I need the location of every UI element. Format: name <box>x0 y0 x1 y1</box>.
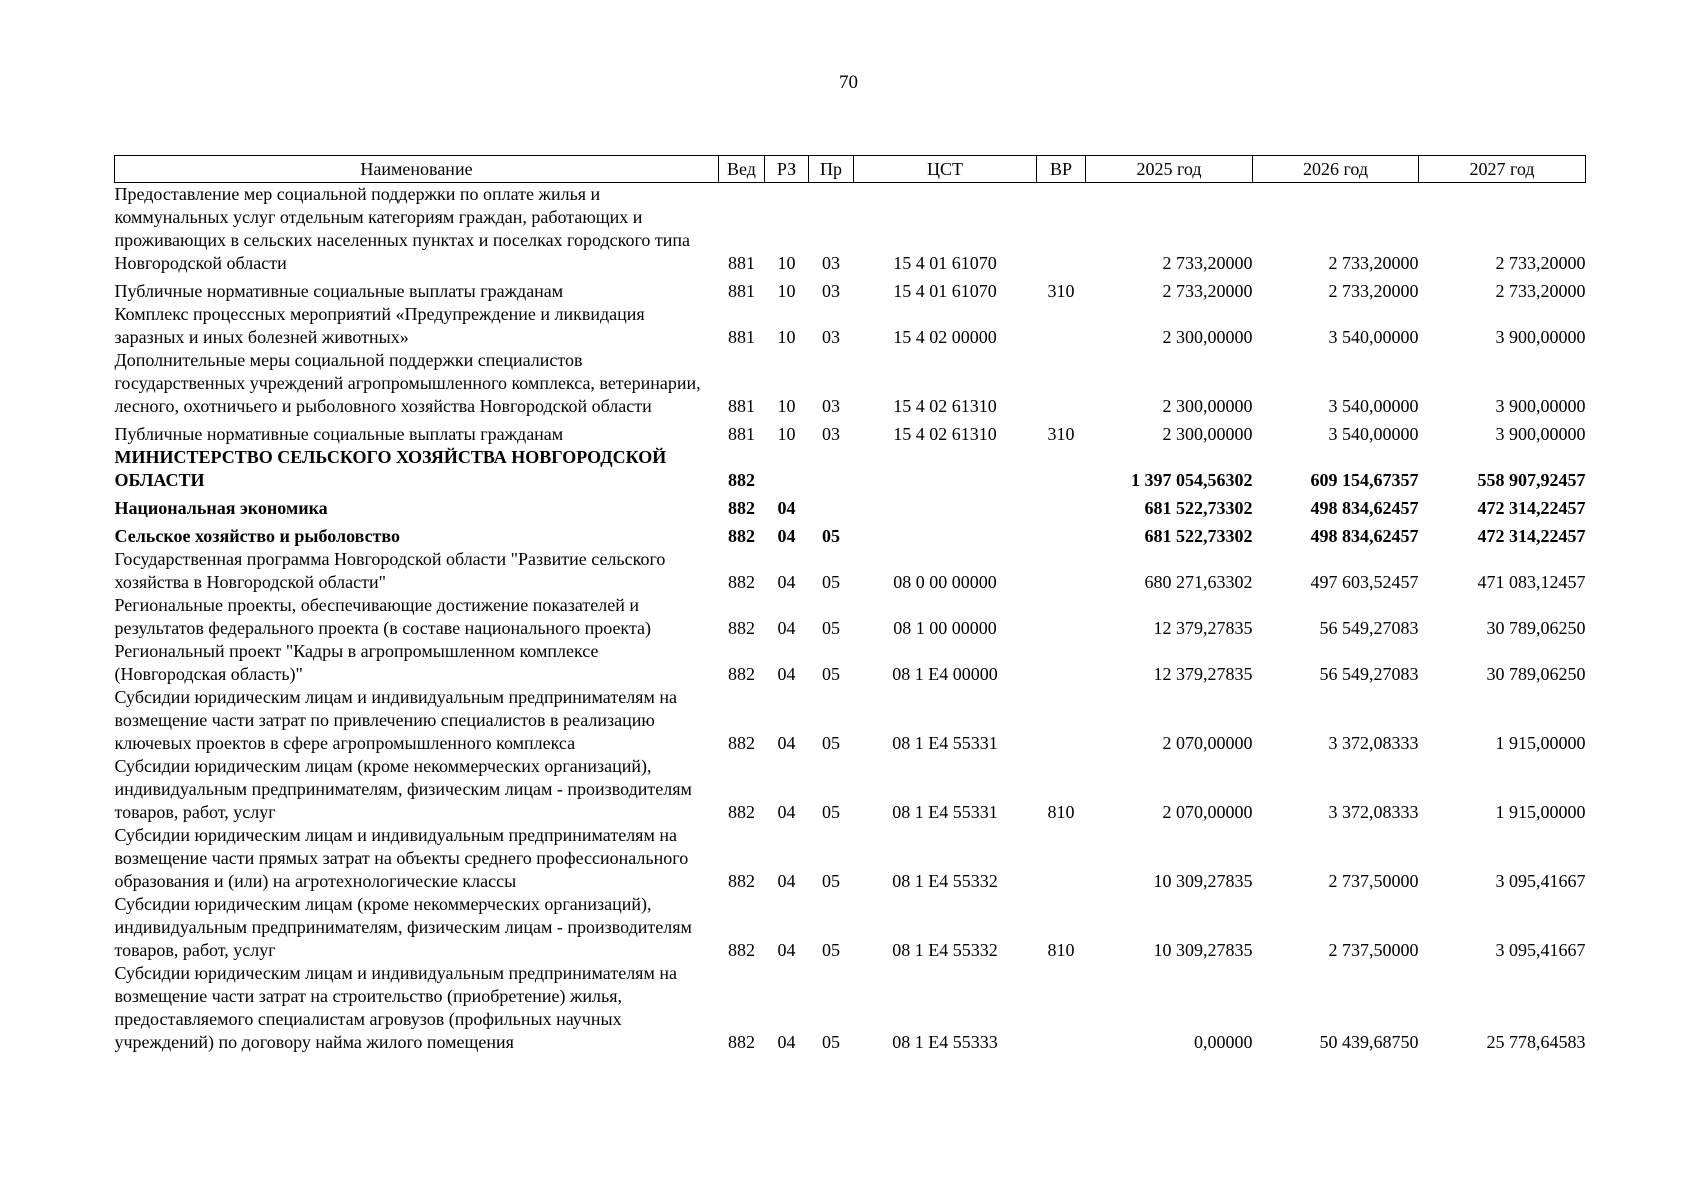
row-name: Субсидии юридическим лицам (кроме некоммерческих организаций), индивидуальным предпринимателям, физическим лицам - производителям товаров, работ, услуг <box>114 756 692 822</box>
row-vr <box>1037 686 1086 755</box>
row-2026: 3 540,00000 <box>1328 396 1419 416</box>
header-rz: РЗ <box>765 156 809 183</box>
row-name: Региональные проекты, обеспечивающие достижение показателей и результатов федерального проекта (в составе национального проекта) <box>114 595 652 638</box>
table-row <box>115 183 1586 276</box>
row-rz: 10 <box>777 396 796 416</box>
header-pr: Пр <box>809 156 854 183</box>
row-rz: 04 <box>777 498 796 518</box>
row-cst: 15 4 01 61070 <box>893 281 997 301</box>
header-2025: 2025 год <box>1086 156 1253 183</box>
row-rz: 04 <box>777 733 796 753</box>
row-2026: 2 733,20000 <box>1328 281 1419 301</box>
row-cst: 08 1 Е4 55331 <box>892 802 998 822</box>
table-row <box>115 303 1586 349</box>
row-name: Государственная программа Новгородской области "Развитие сельского хозяйства в Новгородской области" <box>114 549 666 592</box>
row-ved: 882 <box>728 498 755 518</box>
header-vr: ВР <box>1037 156 1086 183</box>
row-2026: 497 603,52457 <box>1310 572 1419 592</box>
row-2026: 56 549,27083 <box>1319 664 1419 684</box>
row-rz: 04 <box>777 1032 796 1052</box>
row-name: Субсидии юридическим лицам и индивидуальным предпринимателям на возмещение части затрат на строительство (приобретение) жилья, предоставляемого специалистам агровузов (профильных научных учреждений) по договору найма жилого помещения <box>114 963 677 1052</box>
row-rz: 04 <box>777 618 796 638</box>
row-name: Национальная экономика <box>114 498 328 518</box>
table-row <box>115 824 1586 893</box>
table-row <box>115 349 1586 418</box>
row-name: Региональный проект "Кадры в агропромышленном комплексе (Новгородская область)" <box>114 641 599 684</box>
row-2026: 498 834,62457 <box>1310 526 1419 546</box>
row-name: Комплекс процессных мероприятий «Предупреждение и ликвидация заразных и иных болезней животных» <box>114 304 645 347</box>
row-2025: 2 070,00000 <box>1162 802 1253 822</box>
header-2026: 2026 год <box>1253 156 1419 183</box>
row-ved: 882 <box>728 871 755 891</box>
row-ved: 881 <box>728 253 755 273</box>
row-name: Субсидии юридическим лицам и индивидуальным предпринимателям на возмещение части прямых затрат на объекты среднего профессионального образования и (или) на агротехнологические классы <box>114 825 689 891</box>
row-vr <box>1037 492 1086 520</box>
row-vr <box>1037 962 1086 1054</box>
row-2027: 3 095,41667 <box>1495 871 1586 891</box>
row-vr <box>1037 446 1086 492</box>
row-vr: 310 <box>1047 281 1075 301</box>
row-rz: 10 <box>777 281 796 301</box>
table-row <box>115 418 1586 446</box>
row-cst: 15 4 02 00000 <box>893 327 997 347</box>
row-2027: 472 314,22457 <box>1477 526 1586 546</box>
row-rz <box>765 446 809 492</box>
row-2027: 1 915,00000 <box>1495 733 1586 753</box>
row-2027: 3 900,00000 <box>1495 424 1586 444</box>
table-row <box>115 548 1586 594</box>
row-vr <box>1037 303 1086 349</box>
row-2025: 2 733,20000 <box>1162 281 1253 301</box>
row-ved: 882 <box>728 940 755 960</box>
row-vr <box>1037 183 1086 276</box>
row-vr <box>1037 824 1086 893</box>
table-row <box>115 686 1586 755</box>
row-2026: 2 737,50000 <box>1328 871 1419 891</box>
row-pr: 05 <box>822 871 840 891</box>
row-cst: 08 1 Е4 55332 <box>892 940 998 960</box>
row-ved: 882 <box>728 526 755 546</box>
row-2027: 3 900,00000 <box>1495 396 1586 416</box>
row-2026: 3 540,00000 <box>1328 424 1419 444</box>
row-name: Субсидии юридическим лицам (кроме некоммерческих организаций), индивидуальным предпринимателям, физическим лицам - производителям товаров, работ, услуг <box>114 894 692 960</box>
row-cst: 08 0 00 00000 <box>893 572 997 592</box>
row-2026: 3 540,00000 <box>1328 327 1419 347</box>
row-2025: 0,00000 <box>1194 1032 1253 1052</box>
row-vr <box>1037 520 1086 548</box>
row-name: Публичные нормативные социальные выплаты гражданам <box>114 424 564 444</box>
row-name: Субсидии юридическим лицам и индивидуальным предпринимателям на возмещение части затрат по привлечению специалистов в реализацию ключевых проектов в сфере агропромышленного комплекса <box>114 687 677 753</box>
row-vr <box>1037 594 1086 640</box>
row-pr: 05 <box>822 526 840 546</box>
row-cst: 08 1 Е4 00000 <box>892 664 998 684</box>
table-header-row <box>115 156 1586 183</box>
header-cst: ЦСТ <box>854 156 1037 183</box>
row-cst: 08 1 00 00000 <box>893 618 997 638</box>
row-2025: 681 522,73302 <box>1144 498 1253 518</box>
row-cst: 08 1 Е4 55332 <box>892 871 998 891</box>
row-2026: 50 439,68750 <box>1319 1032 1419 1052</box>
row-ved: 882 <box>728 733 755 753</box>
row-2026: 2 737,50000 <box>1328 940 1419 960</box>
row-pr: 05 <box>822 940 840 960</box>
row-2025: 2 070,00000 <box>1162 733 1253 753</box>
row-2027: 25 778,64583 <box>1486 1032 1586 1052</box>
row-ved: 881 <box>728 281 755 301</box>
row-2026: 498 834,62457 <box>1310 498 1419 518</box>
table-row <box>115 492 1586 520</box>
header-2027: 2027 год <box>1419 156 1586 183</box>
row-2025: 681 522,73302 <box>1144 526 1253 546</box>
row-pr: 03 <box>822 253 840 273</box>
row-2026: 2 733,20000 <box>1328 253 1419 273</box>
row-rz: 10 <box>777 327 796 347</box>
table-row <box>115 893 1586 962</box>
row-vr: 810 <box>1047 802 1075 822</box>
table-row <box>115 446 1586 492</box>
row-rz: 04 <box>777 664 796 684</box>
row-2025: 1 397 054,56302 <box>1131 470 1253 490</box>
row-2025: 2 300,00000 <box>1162 424 1253 444</box>
row-2025: 2 733,20000 <box>1162 253 1253 273</box>
row-ved: 882 <box>728 802 755 822</box>
row-name: Дополнительные меры социальной поддержки специалистов государственных учреждений агропромышленного комплекса, ветеринарии, лесного, охотничьего и рыболовного хозяйства Новгородской области <box>114 350 701 416</box>
row-cst: 15 4 02 61310 <box>893 396 997 416</box>
row-pr: 05 <box>822 1032 840 1052</box>
row-2027: 2 733,20000 <box>1495 281 1586 301</box>
row-rz: 04 <box>777 871 796 891</box>
budget-table <box>114 155 1586 1054</box>
row-2026: 56 549,27083 <box>1319 618 1419 638</box>
page-number: 70 <box>839 72 858 93</box>
table-row <box>115 640 1586 686</box>
row-cst <box>854 446 1037 492</box>
table-row <box>115 594 1586 640</box>
row-ved: 882 <box>728 470 755 490</box>
table-row <box>115 962 1586 1054</box>
row-2025: 2 300,00000 <box>1162 396 1253 416</box>
row-cst <box>854 520 1037 548</box>
row-pr: 05 <box>822 733 840 753</box>
row-pr: 05 <box>822 802 840 822</box>
row-2025: 2 300,00000 <box>1162 327 1253 347</box>
row-2025: 10 309,27835 <box>1153 871 1253 891</box>
table-row <box>115 755 1586 824</box>
row-ved: 881 <box>728 396 755 416</box>
row-name: Публичные нормативные социальные выплаты гражданам <box>114 281 564 301</box>
row-2026: 3 372,08333 <box>1328 733 1419 753</box>
row-2026: 609 154,67357 <box>1310 470 1419 490</box>
row-2027: 2 733,20000 <box>1495 253 1586 273</box>
row-vr: 310 <box>1047 424 1075 444</box>
row-2025: 10 309,27835 <box>1153 940 1253 960</box>
row-vr <box>1037 349 1086 418</box>
row-pr: 03 <box>822 281 840 301</box>
row-2027: 472 314,22457 <box>1477 498 1586 518</box>
row-2025: 680 271,63302 <box>1144 572 1253 592</box>
row-pr: 05 <box>822 618 840 638</box>
row-2025: 12 379,27835 <box>1153 664 1253 684</box>
row-ved: 881 <box>728 327 755 347</box>
row-ved: 882 <box>728 664 755 684</box>
row-2027: 30 789,06250 <box>1486 664 1586 684</box>
row-pr: 05 <box>822 664 840 684</box>
row-ved: 882 <box>728 1032 755 1052</box>
row-2027: 3 900,00000 <box>1495 327 1586 347</box>
row-pr: 05 <box>822 572 840 592</box>
row-vr <box>1037 548 1086 594</box>
row-2027: 3 095,41667 <box>1495 940 1586 960</box>
row-rz: 04 <box>777 940 796 960</box>
row-ved: 882 <box>728 618 755 638</box>
row-pr <box>809 492 854 520</box>
row-pr: 03 <box>822 424 840 444</box>
row-vr <box>1037 640 1086 686</box>
header-ved: Вед <box>719 156 765 183</box>
row-cst: 15 4 02 61310 <box>893 424 997 444</box>
row-2025: 12 379,27835 <box>1153 618 1253 638</box>
row-ved: 882 <box>728 572 755 592</box>
row-pr <box>809 446 854 492</box>
row-rz: 04 <box>777 572 796 592</box>
row-2027: 471 083,12457 <box>1477 572 1586 592</box>
row-name: Предоставление мер социальной поддержки по оплате жилья и коммунальных услуг отдельным категориям граждан, работающих и проживающих в сельских населенных пунктах и поселках городского типа Новгородской области <box>114 184 691 273</box>
row-pr: 03 <box>822 327 840 347</box>
row-2027: 1 915,00000 <box>1495 802 1586 822</box>
row-name: Сельское хозяйство и рыболовство <box>114 526 401 546</box>
row-2027: 30 789,06250 <box>1486 618 1586 638</box>
header-name: Наименование <box>115 156 719 183</box>
row-pr: 03 <box>822 396 840 416</box>
row-name: МИНИСТЕРСТВО СЕЛЬСКОГО ХОЗЯЙСТВА НОВГОРОДСКОЙ ОБЛАСТИ <box>114 447 667 490</box>
row-2027: 558 907,92457 <box>1477 470 1586 490</box>
row-ved: 881 <box>728 424 755 444</box>
row-rz: 04 <box>777 526 796 546</box>
row-rz: 04 <box>777 802 796 822</box>
row-2026: 3 372,08333 <box>1328 802 1419 822</box>
row-cst: 08 1 Е4 55331 <box>892 733 998 753</box>
table-row <box>115 520 1586 548</box>
row-rz: 10 <box>777 424 796 444</box>
row-vr: 810 <box>1047 940 1075 960</box>
table-row <box>115 275 1586 303</box>
row-cst <box>854 492 1037 520</box>
row-cst: 15 4 01 61070 <box>893 253 997 273</box>
row-cst: 08 1 Е4 55333 <box>892 1032 998 1052</box>
row-rz: 10 <box>777 253 796 273</box>
